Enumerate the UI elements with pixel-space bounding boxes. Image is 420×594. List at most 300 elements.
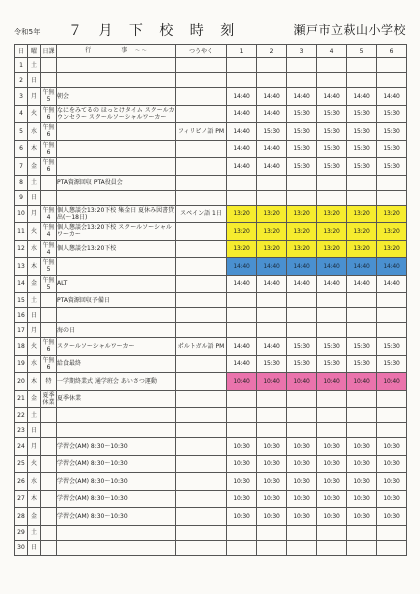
day-of-week: 土: [28, 58, 41, 73]
schedule-type: [41, 508, 57, 526]
grade-3-dismissal-time: 15:30: [287, 158, 317, 176]
grade-1-dismissal-time: [227, 73, 257, 88]
interpreter-note: [176, 175, 227, 190]
grade-3-dismissal-time: 15:30: [287, 338, 317, 356]
grade-5-dismissal-time: 10:30: [347, 455, 377, 473]
grade-2-dismissal-time: 10:30: [257, 508, 287, 526]
schedule-type: 午無6: [42, 124, 55, 139]
schedule-row: [15, 123, 407, 141]
day-of-week: 日: [28, 190, 41, 205]
grade-1-dismissal-time: 13:20: [227, 223, 257, 241]
grade-5-dismissal-time: 15:30: [347, 140, 377, 158]
grade-5-dismissal-time: [347, 58, 377, 73]
grade-5-dismissal-time: 13:20: [347, 223, 377, 241]
event-text: なにをみてるの ほっとけタイム スクールカウンセラー スクールソーシャルワーカー: [57, 106, 175, 121]
day-of-week: 土: [28, 293, 41, 308]
schedule-type: 午無6: [42, 159, 55, 174]
grade-3-dismissal-time: [287, 423, 317, 438]
grade-5-dismissal-time: [347, 423, 377, 438]
day-number: 12: [15, 240, 28, 258]
day-of-week: 木: [28, 140, 41, 158]
document-header: [14, 20, 406, 42]
grade-3-dismissal-time: 15:30: [287, 105, 317, 123]
grade-6-dismissal-time: [377, 58, 407, 73]
schedule-type: [41, 190, 57, 205]
grade-4-dismissal-time: [317, 408, 347, 423]
schedule-type: 午無4: [42, 206, 55, 221]
event-text: 学習会(AM) 8:30～10:30: [57, 438, 176, 456]
event-text: 学習会(AM) 8:30～10:30: [57, 473, 176, 491]
period-5-header: 5: [347, 45, 377, 58]
grade-5-dismissal-time: [347, 175, 377, 190]
schedule-type: [41, 308, 57, 323]
schedule-row: [15, 308, 407, 323]
grade-4-dismissal-time: 14:40: [317, 275, 347, 293]
grade-2-dismissal-time: [257, 293, 287, 308]
event-text: [57, 190, 176, 205]
day-number: 10: [15, 205, 28, 223]
event-text: [57, 73, 176, 88]
grade-5-dismissal-time: 15:30: [347, 338, 377, 356]
grade-3-dismissal-time: 14:40: [287, 275, 317, 293]
grade-6-dismissal-time: 10:30: [377, 455, 407, 473]
schedule-type: [41, 423, 57, 438]
grade-4-dismissal-time: 10:30: [317, 490, 347, 508]
grade-4-dismissal-time: 15:30: [317, 338, 347, 356]
grade-1-dismissal-time: 10:30: [227, 455, 257, 473]
schedule-type: 午無6: [42, 339, 55, 354]
grade-5-dismissal-time: 14:40: [347, 258, 377, 276]
day-number: 11: [15, 223, 28, 241]
grade-3-dismissal-time: 14:40: [287, 258, 317, 276]
grade-6-dismissal-time: 10:30: [377, 490, 407, 508]
schedule-type: 午無5: [42, 276, 55, 291]
schedule-row: [15, 140, 407, 158]
grade-5-dismissal-time: [347, 73, 377, 88]
grade-2-dismissal-time: [257, 390, 287, 408]
grade-5-dismissal-time: [347, 390, 377, 408]
day-number: 22: [15, 408, 28, 423]
grade-5-dismissal-time: 13:20: [347, 240, 377, 258]
grade-3-dismissal-time: 10:40: [287, 373, 317, 391]
day-of-week: 日: [28, 73, 41, 88]
day-of-week: 月: [28, 88, 41, 106]
day-number: 7: [15, 158, 28, 176]
schedule-type: 午無5: [42, 89, 55, 104]
grade-3-dismissal-time: 10:30: [287, 473, 317, 491]
interpreter-note: [176, 423, 227, 438]
grade-6-dismissal-time: 14:40: [377, 258, 407, 276]
interpreter-note: [176, 88, 227, 106]
day-of-week: 木: [28, 258, 41, 276]
grade-2-dismissal-time: 13:20: [257, 240, 287, 258]
interpreter-note: [176, 508, 227, 526]
grade-4-dismissal-time: 15:30: [317, 158, 347, 176]
day-number: 21: [15, 390, 28, 408]
event-text: 個人懇談会13:20下校 スクールソーシャルワーカー: [57, 223, 176, 241]
grade-2-dismissal-time: 14:40: [257, 140, 287, 158]
grade-1-dismissal-time: 10:30: [227, 473, 257, 491]
schedule-row: [15, 323, 407, 338]
day-of-week: 金: [28, 158, 41, 176]
grade-1-dismissal-time: [227, 175, 257, 190]
grade-6-dismissal-time: [377, 293, 407, 308]
grade-5-dismissal-time: 14:40: [347, 88, 377, 106]
grade-5-dismissal-time: [347, 293, 377, 308]
grade-5-dismissal-time: 10:30: [347, 438, 377, 456]
event-text: [57, 423, 176, 438]
day-of-week: 土: [28, 525, 41, 540]
grade-3-dismissal-time: 10:30: [287, 438, 317, 456]
grade-6-dismissal-time: 10:30: [377, 438, 407, 456]
schedule-type: 午無5: [42, 259, 55, 274]
grade-2-dismissal-time: [257, 190, 287, 205]
grade-5-dismissal-time: [347, 408, 377, 423]
grade-4-dismissal-time: 10:30: [317, 473, 347, 491]
grade-4-dismissal-time: 13:20: [317, 240, 347, 258]
event-text: 夏季休業: [57, 390, 176, 408]
page-title: ７ 月 下 校 時 刻: [68, 23, 241, 39]
grade-2-dismissal-time: [257, 58, 287, 73]
event-text: 個人懇談会13:20下校 集金日 夏休み図書貸出(～18日): [57, 206, 175, 221]
grade-4-dismissal-time: 10:30: [317, 455, 347, 473]
interpreter-note: [176, 473, 227, 491]
schedule-row: [15, 473, 407, 491]
grade-5-dismissal-time: [347, 190, 377, 205]
grade-4-dismissal-time: [317, 293, 347, 308]
period-3-header: 3: [287, 45, 317, 58]
grade-2-dismissal-time: [257, 525, 287, 540]
grade-4-dismissal-time: 15:30: [317, 123, 347, 141]
schedule-row: [15, 490, 407, 508]
grade-1-dismissal-time: 14:40: [227, 258, 257, 276]
day-number: 17: [15, 323, 28, 338]
era-label: 令和5年: [14, 28, 41, 36]
event-text: ALT: [57, 275, 176, 293]
event-text: PTA資源回収 PTA役員会: [57, 175, 176, 190]
day-of-week: 木: [28, 490, 41, 508]
event-header-label: 行 事: [85, 47, 131, 54]
schedule-type: [41, 525, 57, 540]
grade-3-dismissal-time: 15:30: [287, 140, 317, 158]
day-number: 25: [15, 455, 28, 473]
grade-4-dismissal-time: 15:30: [317, 105, 347, 123]
day-number: 28: [15, 508, 28, 526]
grade-2-dismissal-time: 10:30: [257, 473, 287, 491]
grade-6-dismissal-time: [377, 308, 407, 323]
event-text: 学習会(AM) 8:30～10:30: [57, 490, 176, 508]
event-text: [57, 158, 176, 176]
day-number: 6: [15, 140, 28, 158]
day-number: 9: [15, 190, 28, 205]
grade-1-dismissal-time: 13:20: [227, 240, 257, 258]
schedule-type: 午無6: [42, 106, 55, 121]
grade-5-dismissal-time: 15:30: [347, 123, 377, 141]
interpreter-note: [176, 308, 227, 323]
day-of-week: 月: [28, 205, 41, 223]
grade-3-dismissal-time: 13:20: [287, 223, 317, 241]
event-text: 朝会: [57, 88, 176, 106]
grade-1-dismissal-time: 10:40: [227, 373, 257, 391]
schedule-row: [15, 175, 407, 190]
grade-4-dismissal-time: [317, 540, 347, 555]
day-number: 24: [15, 438, 28, 456]
day-of-week: 水: [28, 123, 41, 141]
event-text: [57, 540, 176, 555]
day-of-week: 金: [28, 390, 41, 408]
schedule-type: [41, 293, 57, 308]
dow-header: 曜: [28, 45, 41, 58]
event-text: 一学期終業式 通学班会 あいさつ運動: [57, 373, 176, 391]
day-number: 16: [15, 308, 28, 323]
day-number: 23: [15, 423, 28, 438]
commute-header: つうやく: [176, 45, 227, 58]
grade-1-dismissal-time: 14:40: [227, 123, 257, 141]
grade-2-dismissal-time: 13:20: [257, 223, 287, 241]
grade-4-dismissal-time: [317, 390, 347, 408]
schedule-type: 午無4: [42, 224, 55, 239]
schedule-row: [15, 158, 407, 176]
grade-6-dismissal-time: 10:40: [377, 373, 407, 391]
schedule-row: [15, 190, 407, 205]
period-1-header: 1: [227, 45, 257, 58]
day-of-week: 火: [28, 105, 41, 123]
grade-6-dismissal-time: 15:30: [377, 158, 407, 176]
grade-6-dismissal-time: [377, 175, 407, 190]
grade-2-dismissal-time: [257, 175, 287, 190]
interpreter-note: [176, 275, 227, 293]
grade-5-dismissal-time: [347, 308, 377, 323]
grade-3-dismissal-time: [287, 293, 317, 308]
grade-4-dismissal-time: [317, 525, 347, 540]
grade-1-dismissal-time: 10:30: [227, 508, 257, 526]
interpreter-note: [176, 140, 227, 158]
grade-2-dismissal-time: 14:40: [257, 258, 287, 276]
schedule-row: [15, 105, 407, 123]
event-text: 給食最終: [57, 355, 176, 373]
day-number: 30: [15, 540, 28, 555]
schedule-row: [15, 293, 407, 308]
day-number: 20: [15, 373, 28, 391]
grade-4-dismissal-time: [317, 58, 347, 73]
grade-3-dismissal-time: 13:20: [287, 205, 317, 223]
grade-1-dismissal-time: [227, 58, 257, 73]
grade-3-dismissal-time: [287, 190, 317, 205]
interpreter-note: [176, 223, 227, 241]
grade-5-dismissal-time: 10:40: [347, 373, 377, 391]
grade-6-dismissal-time: [377, 423, 407, 438]
schedule-row: [15, 373, 407, 391]
grade-4-dismissal-time: 15:30: [317, 140, 347, 158]
schedule-row: [15, 455, 407, 473]
interpreter-note: [176, 390, 227, 408]
day-of-week: 火: [28, 455, 41, 473]
grade-4-dismissal-time: 14:40: [317, 88, 347, 106]
interpreter-note: [176, 58, 227, 73]
grade-2-dismissal-time: 14:40: [257, 338, 287, 356]
grade-1-dismissal-time: 14:40: [227, 88, 257, 106]
period-4-header: 4: [317, 45, 347, 58]
interpreter-note: フィリピノ語 PM: [176, 123, 227, 141]
grade-3-dismissal-time: [287, 540, 317, 555]
day-of-week: 金: [28, 275, 41, 293]
interpreter-note: [176, 158, 227, 176]
event-text: スクールソーシャルワーカー: [57, 338, 176, 356]
day-of-week: 水: [28, 240, 41, 258]
grade-1-dismissal-time: [227, 190, 257, 205]
day-number: 27: [15, 490, 28, 508]
schedule-row: [15, 355, 407, 373]
grade-5-dismissal-time: [347, 525, 377, 540]
grade-2-dismissal-time: 14:40: [257, 105, 287, 123]
day-of-week: 水: [28, 355, 41, 373]
grade-3-dismissal-time: 15:30: [287, 355, 317, 373]
grade-3-dismissal-time: [287, 323, 317, 338]
day-of-week: 火: [28, 223, 41, 241]
grade-4-dismissal-time: [317, 423, 347, 438]
grade-5-dismissal-time: 15:30: [347, 105, 377, 123]
grade-1-dismissal-time: [227, 390, 257, 408]
grade-6-dismissal-time: 14:40: [377, 275, 407, 293]
day-number: 3: [15, 88, 28, 106]
grade-2-dismissal-time: [257, 408, 287, 423]
grade-1-dismissal-time: 14:40: [227, 355, 257, 373]
schedule-row: [15, 438, 407, 456]
schedule-row: [15, 240, 407, 258]
grade-4-dismissal-time: 13:20: [317, 223, 347, 241]
grade-5-dismissal-time: 10:30: [347, 508, 377, 526]
schedule-type: [41, 540, 57, 555]
event-text: 個人懇談会13:20下校: [57, 240, 176, 258]
grade-3-dismissal-time: 10:30: [287, 508, 317, 526]
grade-2-dismissal-time: 10:30: [257, 490, 287, 508]
event-header: [57, 45, 176, 58]
interpreter-note: [176, 258, 227, 276]
schedule-type: [41, 473, 57, 491]
day-of-week: 土: [28, 408, 41, 423]
event-text: 学習会(AM) 8:30～10:30: [57, 508, 176, 526]
schedule-type: [41, 58, 57, 73]
grade-3-dismissal-time: 10:30: [287, 490, 317, 508]
schedule-row: [15, 88, 407, 106]
day-number: 1: [15, 58, 28, 73]
day-of-week: 木: [28, 373, 41, 391]
day-of-week: 月: [28, 438, 41, 456]
grade-6-dismissal-time: [377, 408, 407, 423]
grade-3-dismissal-time: [287, 308, 317, 323]
grade-6-dismissal-time: 15:30: [377, 123, 407, 141]
grade-5-dismissal-time: 15:30: [347, 355, 377, 373]
grade-5-dismissal-time: 15:30: [347, 158, 377, 176]
day-of-week: 火: [28, 338, 41, 356]
schedule-type: 特: [41, 373, 57, 391]
grade-1-dismissal-time: 10:30: [227, 490, 257, 508]
event-text: [57, 525, 176, 540]
school-name: 瀬戸市立萩山小学校: [293, 23, 406, 37]
event-text: [57, 123, 176, 141]
schedule-row: [15, 408, 407, 423]
interpreter-note: [176, 73, 227, 88]
table-header-row: [15, 45, 407, 58]
grade-6-dismissal-time: [377, 390, 407, 408]
grade-2-dismissal-time: [257, 423, 287, 438]
day-of-week: 金: [28, 508, 41, 526]
grade-1-dismissal-time: 13:20: [227, 205, 257, 223]
grade-3-dismissal-time: 10:30: [287, 455, 317, 473]
day-number: 18: [15, 338, 28, 356]
schedule-row: [15, 423, 407, 438]
schedule-type: [41, 438, 57, 456]
day-number: 2: [15, 73, 28, 88]
grade-1-dismissal-time: [227, 540, 257, 555]
schedule-row: [15, 390, 407, 408]
schedule-row: [15, 205, 407, 223]
grade-3-dismissal-time: 15:30: [287, 123, 317, 141]
dismissal-schedule-table: [14, 44, 407, 556]
schedule-row: [15, 338, 407, 356]
grade-6-dismissal-time: [377, 323, 407, 338]
grade-4-dismissal-time: [317, 190, 347, 205]
schedule-type: [41, 175, 57, 190]
grade-1-dismissal-time: [227, 308, 257, 323]
grade-3-dismissal-time: [287, 73, 317, 88]
grade-1-dismissal-time: 14:40: [227, 275, 257, 293]
day-of-week: 日: [28, 423, 41, 438]
grade-6-dismissal-time: 10:30: [377, 473, 407, 491]
schedule-body: [15, 58, 407, 556]
interpreter-note: ポルトガル語 PM: [176, 338, 227, 356]
schedule-row: [15, 73, 407, 88]
interpreter-note: [176, 455, 227, 473]
grade-1-dismissal-time: 14:40: [227, 140, 257, 158]
event-text: 学習会(AM) 8:30～10:30: [57, 455, 176, 473]
schedule-type: [41, 408, 57, 423]
interpreter-note: [176, 525, 227, 540]
grade-5-dismissal-time: 13:20: [347, 205, 377, 223]
interpreter-note: [176, 490, 227, 508]
interpreter-note: [176, 438, 227, 456]
schedule-row: [15, 275, 407, 293]
event-text: PTA資源回収予備日: [57, 293, 176, 308]
grade-2-dismissal-time: 10:30: [257, 455, 287, 473]
grade-1-dismissal-time: [227, 525, 257, 540]
grade-6-dismissal-time: 13:20: [377, 205, 407, 223]
schedule-type: [41, 73, 57, 88]
day-number: 8: [15, 175, 28, 190]
grade-4-dismissal-time: 13:20: [317, 205, 347, 223]
grade-6-dismissal-time: 15:30: [377, 355, 407, 373]
day-number: 29: [15, 525, 28, 540]
event-text: [57, 408, 176, 423]
grade-1-dismissal-time: [227, 423, 257, 438]
grade-6-dismissal-time: [377, 190, 407, 205]
event-header-mark: ～ ～: [135, 48, 147, 54]
grade-4-dismissal-time: 14:40: [317, 258, 347, 276]
day-number: 4: [15, 105, 28, 123]
grade-2-dismissal-time: 13:20: [257, 205, 287, 223]
grade-3-dismissal-time: [287, 58, 317, 73]
schedule-row: [15, 508, 407, 526]
grade-3-dismissal-time: 14:40: [287, 88, 317, 106]
event-text: [57, 258, 176, 276]
type-header: 日課: [41, 45, 57, 58]
event-text: [57, 58, 176, 73]
grade-4-dismissal-time: 10:30: [317, 438, 347, 456]
grade-6-dismissal-time: 13:20: [377, 240, 407, 258]
grade-6-dismissal-time: [377, 540, 407, 555]
schedule-row: [15, 258, 407, 276]
event-text: 海の日: [57, 323, 176, 338]
